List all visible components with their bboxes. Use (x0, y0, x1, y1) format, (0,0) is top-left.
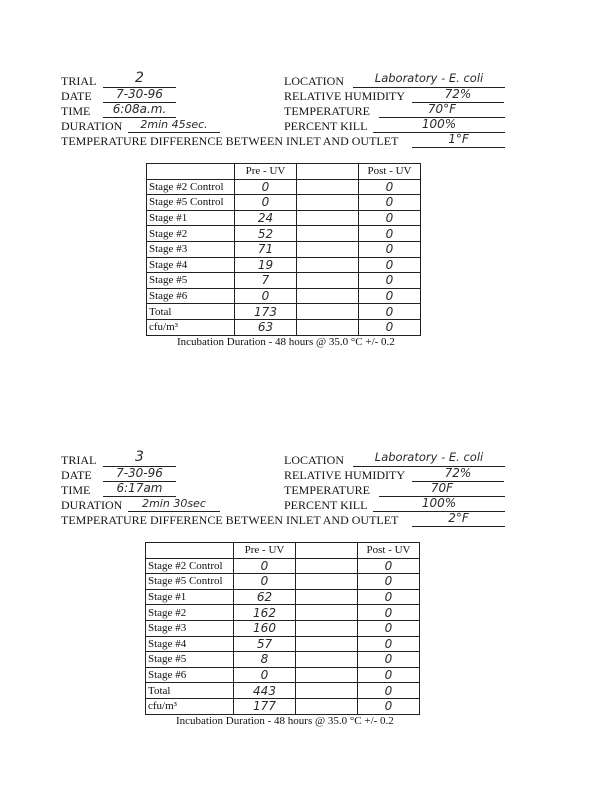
location-value: Laboratory - E. coli (374, 71, 484, 85)
pre-uv-value: 177 (234, 698, 296, 714)
table-row (147, 257, 421, 273)
post-uv-value: 0 (359, 210, 421, 226)
date-value: 7-30-96 (116, 87, 163, 101)
post-uv-value: 0 (358, 620, 420, 636)
table-row (147, 273, 421, 289)
table-row (146, 636, 420, 652)
duration-label: DURATION (61, 119, 123, 133)
stage-name: Stage #3 (147, 241, 235, 257)
header-pre-uv: Pre - UV (234, 543, 296, 559)
post-uv-value: 0 (359, 257, 421, 273)
header-post-uv: Post - UV (359, 164, 421, 180)
pre-uv-value: 63 (235, 319, 297, 335)
temp-diff-underline (412, 147, 505, 148)
pre-uv-value: 0 (235, 288, 297, 304)
blank-cell (296, 558, 358, 574)
stage-name: Stage #3 (146, 620, 234, 636)
time-value: 6:17am (116, 481, 163, 495)
location-value: Laboratory - E. coli (374, 450, 484, 464)
table-row (147, 241, 421, 257)
blank-cell (296, 589, 358, 605)
table-row-total (147, 304, 421, 320)
table-row-total (146, 683, 420, 699)
stage-name: Stage #4 (147, 257, 235, 273)
location-label: LOCATION (284, 74, 344, 88)
temperature-label: TEMPERATURE (284, 483, 371, 497)
stage-name: Stage #5 Control (146, 574, 234, 590)
post-uv-value: 0 (359, 226, 421, 242)
table-row (147, 210, 421, 226)
percent-kill-value: 100% (421, 117, 457, 131)
table-row (146, 558, 420, 574)
blank-cell (297, 273, 359, 289)
stage-name: Total (147, 304, 235, 320)
stage-name: cfu/m³ (146, 698, 234, 714)
duration-value: 2min 30sec (142, 497, 206, 510)
pre-uv-value: 0 (235, 195, 297, 211)
pre-uv-value: 160 (234, 620, 296, 636)
stage-name: Stage #5 (147, 273, 235, 289)
percent-kill-label: PERCENT KILL (284, 498, 368, 512)
stage-name: Stage #6 (146, 667, 234, 683)
duration-underline (128, 511, 220, 512)
blank-cell (296, 574, 358, 590)
post-uv-value: 0 (359, 304, 421, 320)
blank-cell (296, 636, 358, 652)
header-post-uv: Post - UV (358, 543, 420, 559)
percent-kill-value: 100% (421, 496, 457, 510)
date-value: 7-30-96 (116, 466, 163, 480)
post-uv-value: 0 (359, 195, 421, 211)
post-uv-value: 0 (359, 241, 421, 257)
table-row (146, 605, 420, 621)
stage-name: Stage #5 (146, 652, 234, 668)
blank-cell (296, 683, 358, 699)
table-row (146, 667, 420, 683)
header-blank-cell (296, 543, 358, 559)
pre-uv-value: 0 (234, 574, 296, 590)
temp-diff-value: 1°F (448, 132, 469, 146)
results-table (146, 163, 421, 336)
date-label: DATE (61, 468, 92, 482)
stage-name: cfu/m³ (147, 319, 235, 335)
blank-cell (296, 667, 358, 683)
blank-cell (297, 241, 359, 257)
post-uv-value: 0 (358, 574, 420, 590)
post-uv-value: 0 (358, 698, 420, 714)
temp-diff-underline (412, 526, 505, 527)
table-row-cfu (147, 319, 421, 335)
blank-cell (297, 195, 359, 211)
table-row (146, 589, 420, 605)
time-label: TIME (61, 483, 91, 497)
humidity-label: RELATIVE HUMIDITY (284, 89, 405, 103)
duration-value: 2min 45sec. (140, 118, 208, 131)
pre-uv-value: 0 (234, 667, 296, 683)
blank-cell (296, 652, 358, 668)
stage-name: Stage #6 (147, 288, 235, 304)
pre-uv-value: 57 (234, 636, 296, 652)
table-row-cfu (146, 698, 420, 714)
pre-uv-value: 162 (234, 605, 296, 621)
post-uv-value: 0 (358, 636, 420, 652)
stage-name: Stage #2 (146, 605, 234, 621)
header-blank-cell (297, 164, 359, 180)
blank-cell (296, 698, 358, 714)
post-uv-value: 0 (359, 319, 421, 335)
stage-name: Total (146, 683, 234, 699)
stage-name: Stage #4 (146, 636, 234, 652)
table-header-row (147, 164, 421, 180)
post-uv-value: 0 (358, 652, 420, 668)
trial-value: 3 (135, 449, 144, 465)
post-uv-value: 0 (358, 683, 420, 699)
duration-underline (128, 132, 220, 133)
header-stage-cell (146, 543, 234, 559)
humidity-value: 72% (444, 466, 472, 480)
pre-uv-value: 0 (234, 558, 296, 574)
pre-uv-value: 0 (235, 179, 297, 195)
stage-name: Stage #5 Control (147, 195, 235, 211)
blank-cell (296, 605, 358, 621)
temperature-value: 70°F (427, 102, 457, 116)
pre-uv-value: 173 (235, 304, 297, 320)
incubation-note: Incubation Duration - 48 hours @ 35.0 °C +/- 0.2 (176, 715, 394, 727)
post-uv-value: 0 (358, 605, 420, 621)
post-uv-value: 0 (358, 558, 420, 574)
trial-label: TRIAL (61, 453, 97, 467)
table-row (147, 226, 421, 242)
location-label: LOCATION (284, 453, 344, 467)
duration-label: DURATION (61, 498, 123, 512)
pre-uv-value: 8 (234, 652, 296, 668)
results-table (145, 542, 420, 715)
table-row (147, 195, 421, 211)
stage-name: Stage #2 (147, 226, 235, 242)
pre-uv-value: 443 (234, 683, 296, 699)
time-value: 6:08a.m. (112, 102, 167, 116)
table-row (146, 620, 420, 636)
blank-cell (297, 288, 359, 304)
humidity-value: 72% (444, 87, 472, 101)
post-uv-value: 0 (359, 179, 421, 195)
blank-cell (297, 179, 359, 195)
blank-cell (297, 257, 359, 273)
post-uv-value: 0 (358, 667, 420, 683)
table-row (146, 652, 420, 668)
pre-uv-value: 19 (235, 257, 297, 273)
temp-diff-label: TEMPERATURE DIFFERENCE BETWEEN INLET AND OUTLET (61, 513, 399, 527)
blank-cell (297, 319, 359, 335)
date-label: DATE (61, 89, 92, 103)
pre-uv-value: 52 (235, 226, 297, 242)
pre-uv-value: 7 (235, 273, 297, 289)
time-label: TIME (61, 104, 91, 118)
table-row (146, 574, 420, 590)
blank-cell (297, 304, 359, 320)
temperature-value: 70F (430, 481, 454, 495)
post-uv-value: 0 (359, 288, 421, 304)
pre-uv-value: 24 (235, 210, 297, 226)
temp-diff-label: TEMPERATURE DIFFERENCE BETWEEN INLET AND OUTLET (61, 134, 399, 148)
trial-value: 2 (135, 70, 144, 86)
stage-name: Stage #2 Control (147, 179, 235, 195)
blank-cell (297, 210, 359, 226)
stage-name: Stage #1 (147, 210, 235, 226)
blank-cell (296, 620, 358, 636)
pre-uv-value: 62 (234, 589, 296, 605)
temp-diff-value: 2°F (448, 511, 469, 525)
post-uv-value: 0 (359, 273, 421, 289)
table-row (147, 179, 421, 195)
pre-uv-value: 71 (235, 241, 297, 257)
header-pre-uv: Pre - UV (235, 164, 297, 180)
incubation-note: Incubation Duration - 48 hours @ 35.0 °C +/- 0.2 (177, 336, 395, 348)
table-row (147, 288, 421, 304)
blank-cell (297, 226, 359, 242)
table-header-row (146, 543, 420, 559)
humidity-label: RELATIVE HUMIDITY (284, 468, 405, 482)
trial-label: TRIAL (61, 74, 97, 88)
stage-name: Stage #2 Control (146, 558, 234, 574)
stage-name: Stage #1 (146, 589, 234, 605)
percent-kill-label: PERCENT KILL (284, 119, 368, 133)
post-uv-value: 0 (358, 589, 420, 605)
header-stage-cell (147, 164, 235, 180)
temperature-label: TEMPERATURE (284, 104, 371, 118)
